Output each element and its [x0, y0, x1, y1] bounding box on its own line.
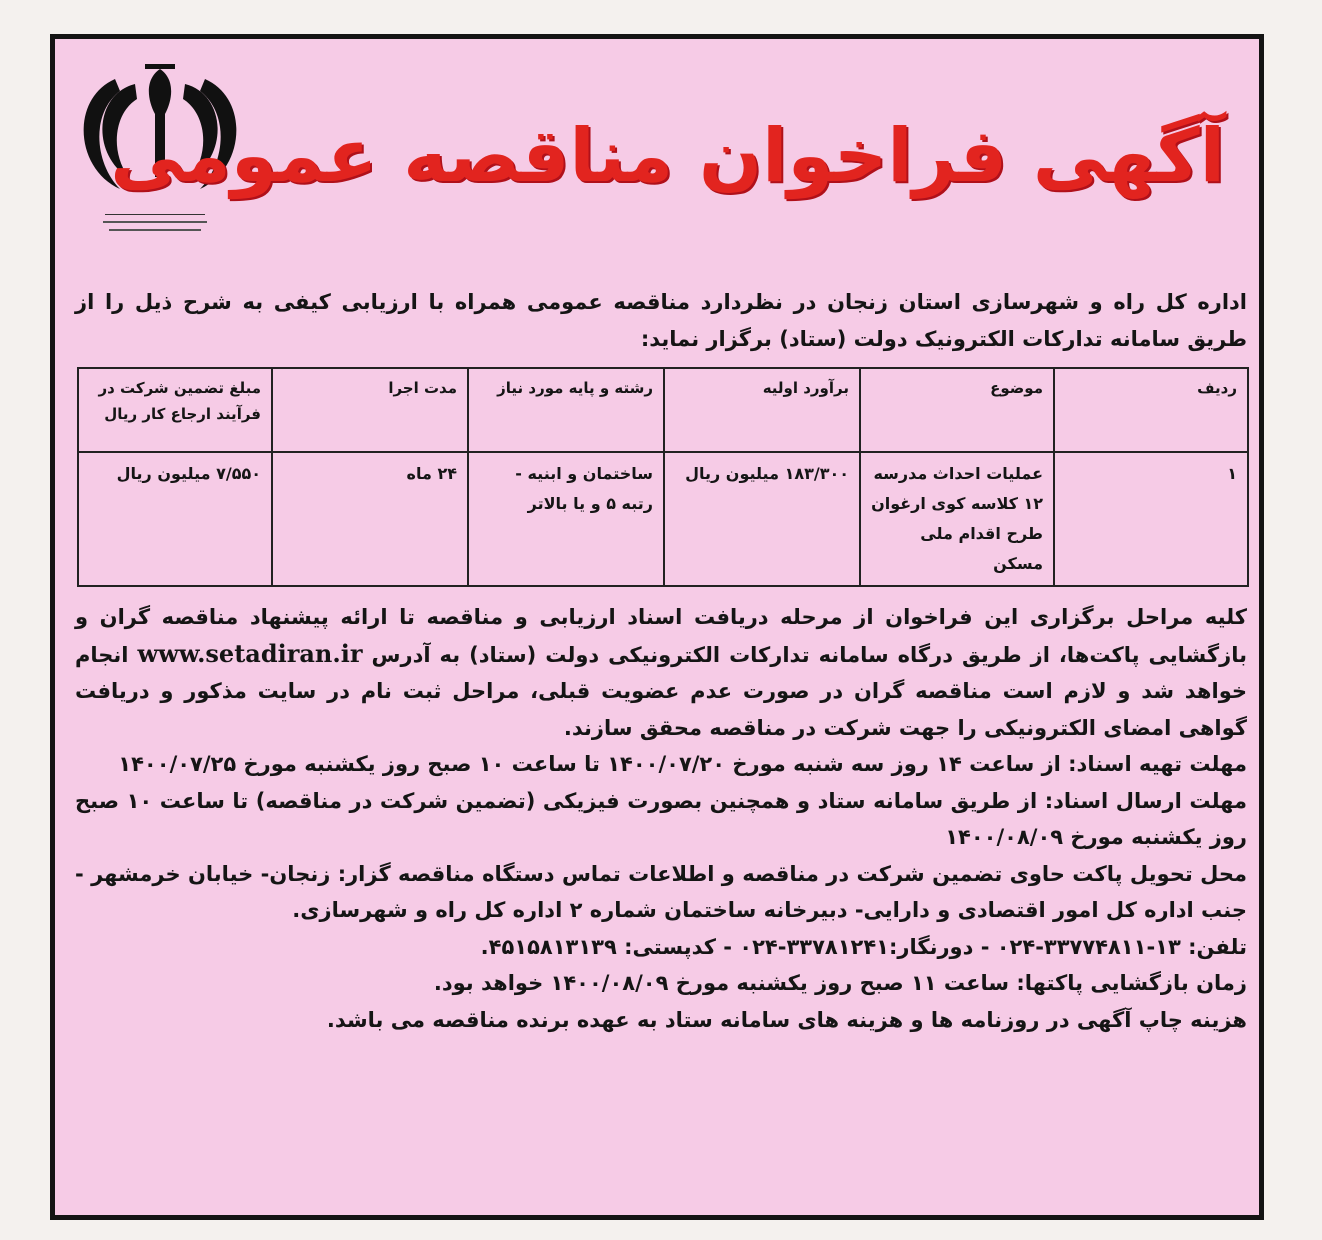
procedure-text-end: انجام خواهد شد و لازم است مناقصه گران در صورت عدم عضویت قبلی، مراحل ثبت نام در سایت مذکور و دریافت گواهی امضای الکترونیکی را جهت شرکت در مناقصه محقق سازند. [75, 642, 1247, 740]
header-initial-estimate: برآورد اولیه [664, 368, 860, 452]
procedure-paragraph [75, 599, 1247, 746]
cell-required-grade: ساختمان و ابنیه - رتبه ۵ و یا بالاتر [468, 452, 664, 586]
header-row-number: ردیف [1054, 368, 1248, 452]
cell-guarantee-amount: ۷/۵۵۰ میلیون ریال [78, 452, 272, 586]
table-header-row [78, 368, 1248, 452]
notice-frame [50, 34, 1264, 1220]
header-required-grade: رشته و پایه مورد نیاز [468, 368, 664, 452]
notice-title: آگهی فراخوان مناقصه عمومی [110, 113, 1225, 199]
header-guarantee-amount: مبلغ تضمین شرکت در فرآیند ارجاع کار ریال [78, 368, 272, 452]
cost-note: هزینه چاپ آگهی در روزنامه ها و هزینه های سامانه ستاد به عهده برنده مناقصه می باشد. [326, 1007, 1247, 1032]
table-row [78, 452, 1248, 586]
header-duration: مدت اجرا [272, 368, 468, 452]
cell-subject: عملیات احداث مدرسه ۱۲ کلاسه کوی ارغوان طرح اقدام ملی مسکن [860, 452, 1054, 586]
intro-paragraph: اداره کل راه و شهرسازی استان زنجان در نظردارد مناقصه عمومی همراه با ارزیابی کیفی به شرح ذیل را از طریق سامانه تدارکات الکترونیک دولت (ستاد) برگزار نماید: [75, 290, 1247, 351]
setadiran-url: www.setadiran.ir [137, 638, 363, 668]
contact-info: تلفن: ۱۳-۳۳۷۷۴۸۱۱-۰۲۴ - دورنگار:۳۳۷۸۱۲۴۱-۰۲۴ - کدپستی: ۴۵۱۵۸۱۳۱۳۹. [480, 934, 1247, 959]
cell-row-number: ۱ [1054, 452, 1248, 586]
notice-body [75, 599, 1247, 1038]
cell-initial-estimate: ۱۸۳/۳۰۰ میلیون ریال [664, 452, 860, 586]
document-submission-deadline: مهلت ارسال اسناد: از طریق سامانه ستاد و همچنین بصورت فیزیکی (تضمین شرکت در مناقصه) تا ساعت ۱۰ صبح روز یکشنبه مورخ ۱۴۰۰/۰۸/۰۹ [75, 788, 1248, 849]
procedure-text-start: کلیه مراحل برگزاری این فراخوان از مرحله دریافت اسناد ارزیابی و مناقصه تا ارائه پیشنهاد مناقصه گران و بازگشایی پاکت‌ها، از طریق درگاه سامانه تدارکات الکترونیکی دولت (ستاد) به آدرس [75, 605, 1247, 667]
delivery-location: محل تحویل پاکت حاوی تضمین شرکت در مناقصه و اطلاعات تماس دستگاه مناقصه گزار: زنجان- خیابان خرمشهر - جنب اداره کل امور اقتصادی و دارایی- دبیرخانه ساختمان شماره ۲ اداره کل راه و شهرسازی. [75, 861, 1247, 922]
opening-time: زمان بازگشایی پاکتها: ساعت ۱۱ صبح روز یکشنبه مورخ ۱۴۰۰/۰۸/۰۹ خواهد بود. [433, 971, 1247, 995]
tender-table [77, 367, 1249, 587]
cell-duration: ۲۴ ماه [272, 452, 468, 586]
header-subject: موضوع [860, 368, 1054, 452]
document-preparation-deadline: مهلت تهیه اسناد: از ساعت ۱۴ روز سه شنبه مورخ ۱۴۰۰/۰۷/۲۰ تا ساعت ۱۰ صبح روز یکشنبه مورخ ۱۴۰۰/۰۷/۲۵ [118, 752, 1247, 776]
